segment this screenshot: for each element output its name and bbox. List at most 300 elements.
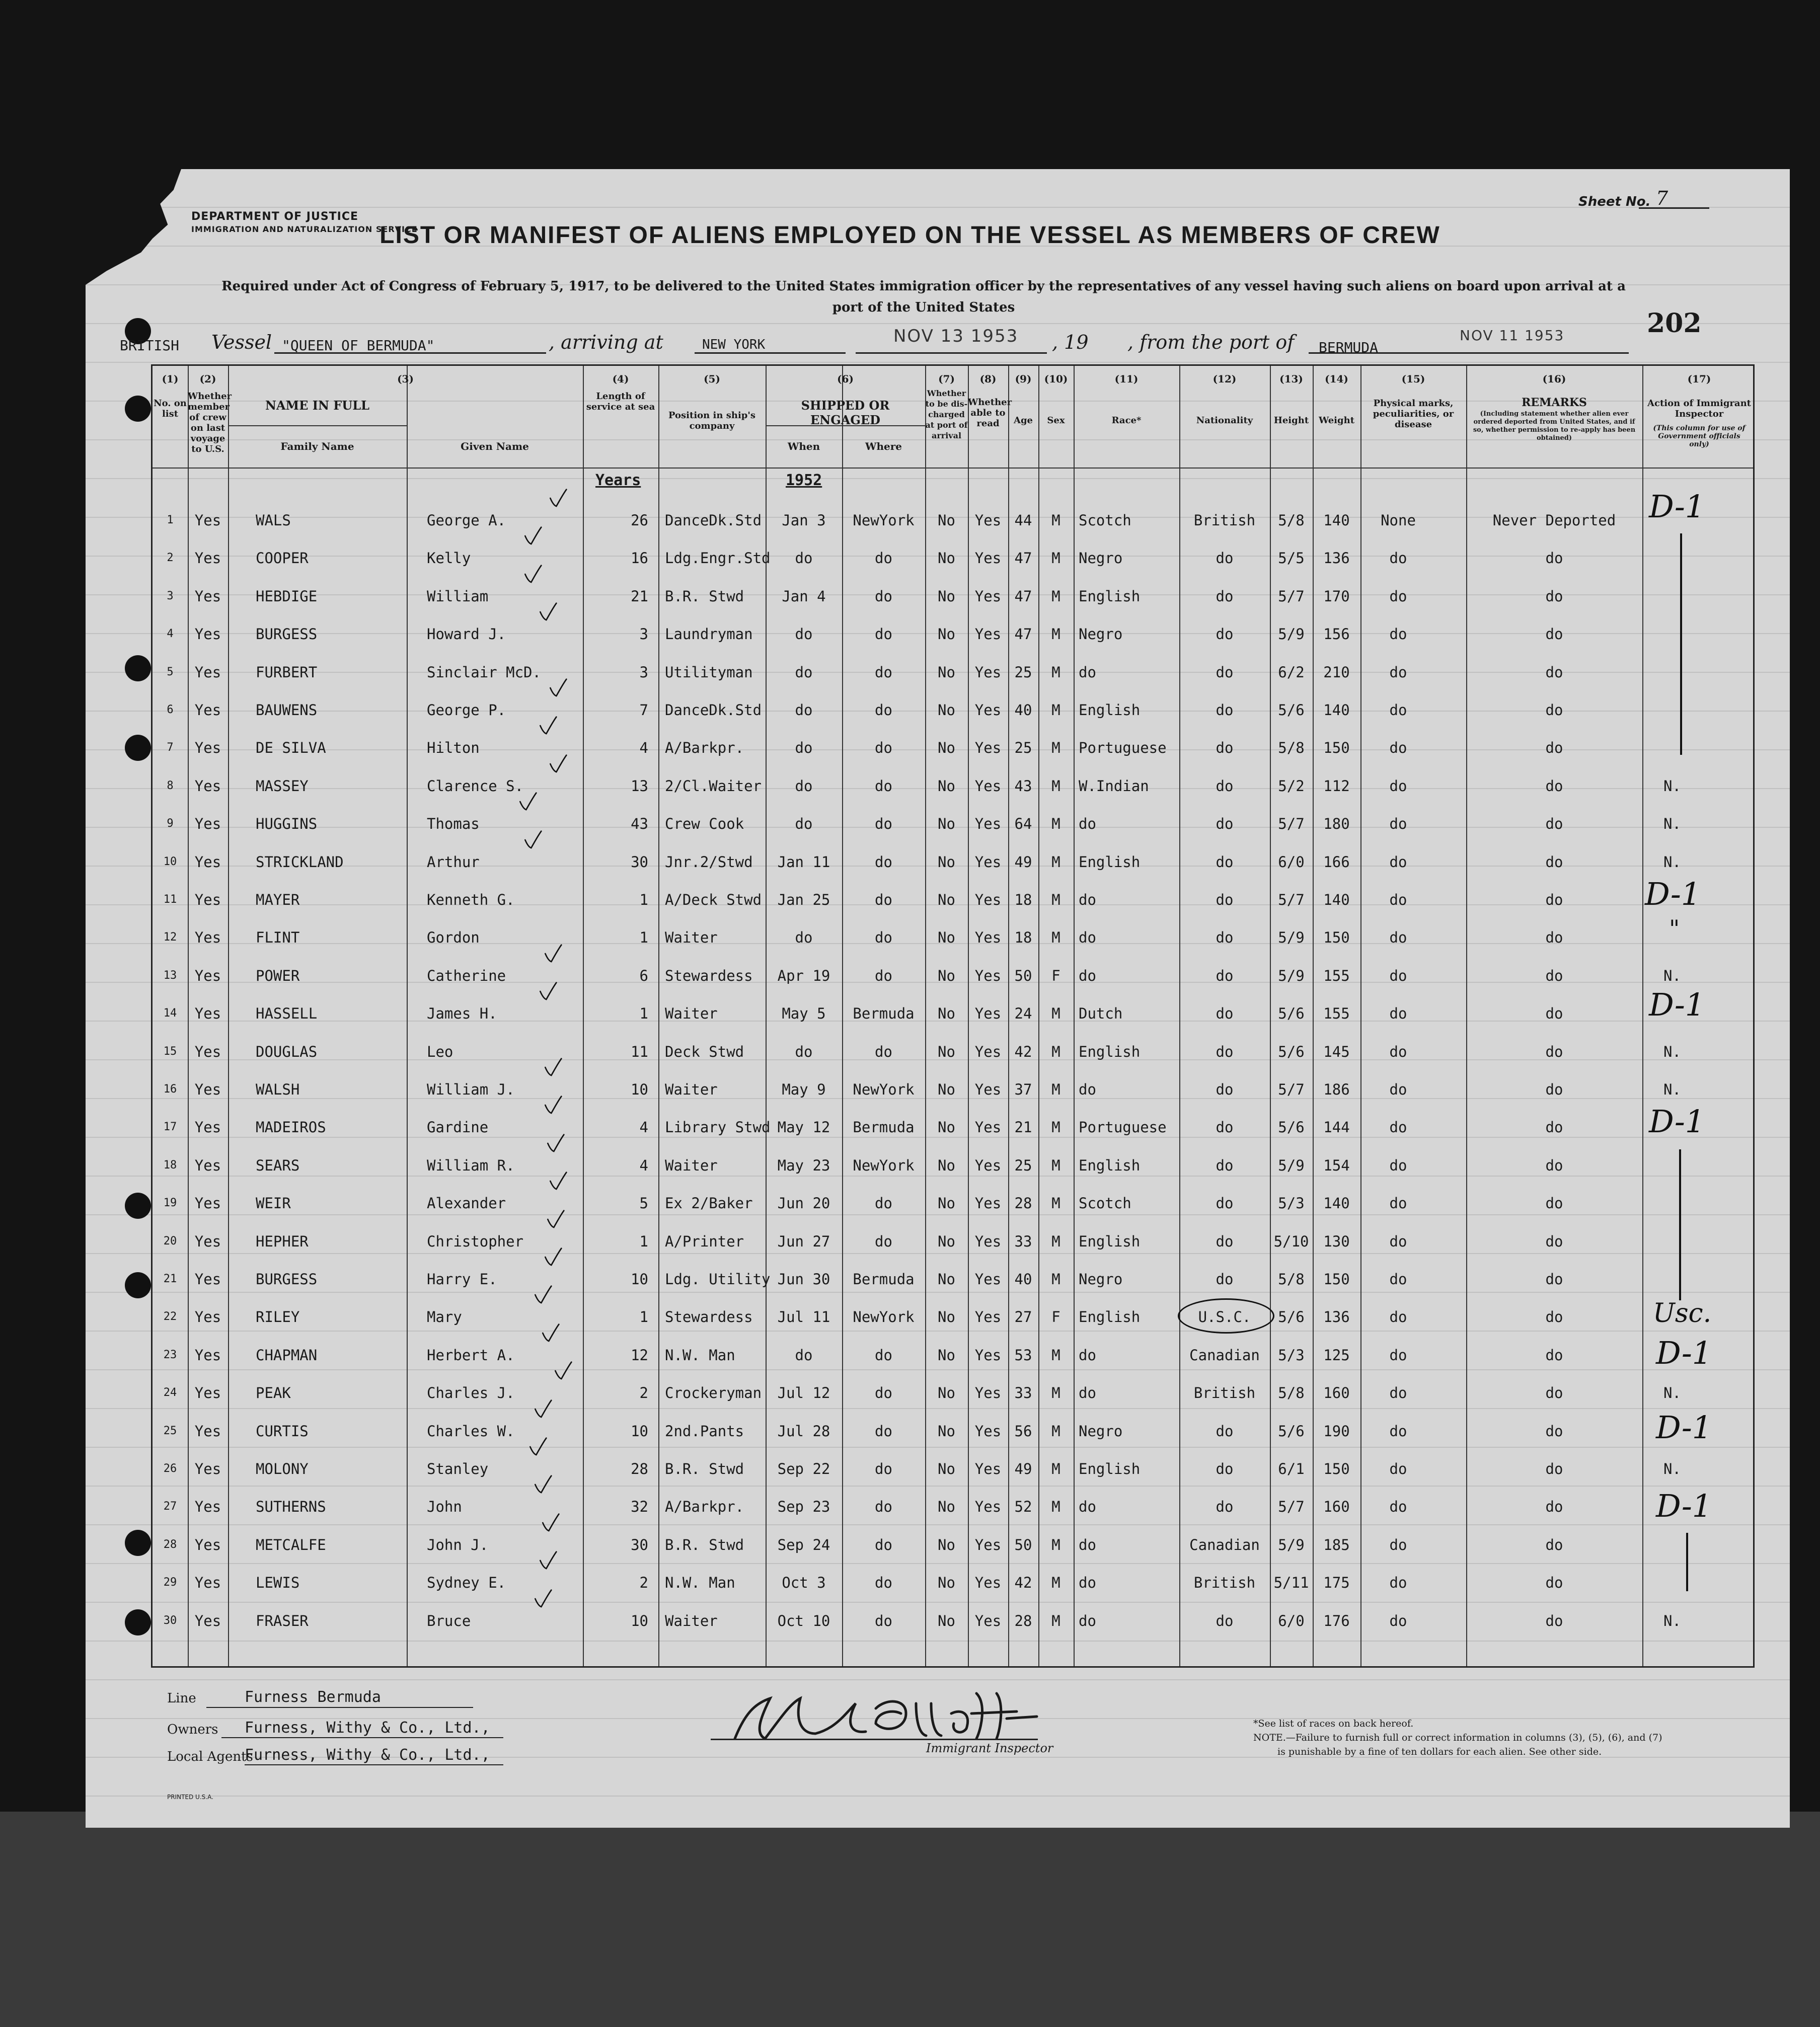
cell-discharged: No xyxy=(938,550,955,567)
cell-height: 6/2 xyxy=(1278,663,1305,681)
cell-position: Utilityman xyxy=(665,663,753,681)
cell-service: 2 xyxy=(639,1384,648,1402)
check-mark-icon xyxy=(539,1095,567,1115)
cell-age: 42 xyxy=(1014,1043,1032,1060)
col-num-10: (10) xyxy=(1044,373,1068,385)
arrival-date-underline xyxy=(856,352,1047,354)
cell-no: 1 xyxy=(167,514,174,526)
cell-no: 11 xyxy=(163,893,177,906)
check-mark-icon xyxy=(534,602,562,622)
cell-where: do xyxy=(875,663,892,681)
line-label: Line xyxy=(167,1691,196,1706)
cell-race: English xyxy=(1079,1460,1141,1477)
cell-remarks: do xyxy=(1545,777,1563,795)
cell-where: do xyxy=(875,626,892,643)
cell-given: James H. xyxy=(427,1005,497,1023)
cell-family: HUGGINS xyxy=(256,815,318,833)
penalty-note-2: is punishable by a fine of ten dollars for each alien. See other side. xyxy=(1277,1746,1602,1757)
col-num-6: (6) xyxy=(837,373,854,385)
cell-position: Library Stwd xyxy=(665,1119,771,1136)
cell-service: 2 xyxy=(639,1574,648,1592)
sheet-number-underline xyxy=(1639,207,1709,209)
cell-crew: Yes xyxy=(194,891,221,908)
from-port-underline xyxy=(1309,352,1629,354)
cell-read: Yes xyxy=(974,1195,1002,1212)
cell-when: do xyxy=(795,929,813,947)
cell-no: 9 xyxy=(167,817,174,830)
cell-height: 5/3 xyxy=(1278,1346,1305,1364)
cell-position: B.R. Stwd xyxy=(665,1460,744,1477)
cell-remarks: do xyxy=(1545,815,1563,833)
cell-discharged: No xyxy=(938,1346,955,1364)
annotation-ditto: " xyxy=(1669,915,1680,942)
from-port-label: , from the port of xyxy=(1127,331,1295,353)
cell-family: LEWIS xyxy=(256,1574,300,1592)
punch-hole xyxy=(125,396,151,422)
cell-nationality: do xyxy=(1216,587,1234,605)
cell-family: BAUWENS xyxy=(256,701,318,719)
cell-where: do xyxy=(875,891,892,908)
cell-discharged: No xyxy=(938,1384,955,1402)
cell-marks: do xyxy=(1389,891,1407,908)
cell-given: Charles W. xyxy=(427,1422,515,1440)
cell-position: Stewardess xyxy=(665,1308,753,1326)
check-mark-icon xyxy=(534,1550,562,1571)
cell-nationality: do xyxy=(1216,550,1234,567)
cell-service: 1 xyxy=(639,1308,648,1326)
cell-height: 5/6 xyxy=(1278,1422,1305,1440)
cell-given: Howard J. xyxy=(427,626,506,643)
cell-race: W.Indian xyxy=(1079,777,1149,795)
cell-position: DanceDk.Std xyxy=(665,701,762,719)
cell-height: 5/6 xyxy=(1278,701,1305,719)
cell-family: CURTIS xyxy=(256,1422,309,1440)
check-mark-icon xyxy=(539,1247,567,1267)
col-num-2: (2) xyxy=(199,373,216,385)
line-underline xyxy=(206,1707,473,1708)
col-head-sex: Sex xyxy=(1047,415,1065,426)
cell-age: 47 xyxy=(1014,550,1032,567)
cell-service: 26 xyxy=(631,512,648,529)
cell-no: 30 xyxy=(163,1614,177,1627)
col-num-11: (11) xyxy=(1114,373,1139,385)
cell-crew: Yes xyxy=(194,1498,221,1516)
cell-family: SUTHERNS xyxy=(256,1498,326,1516)
cell-marks: do xyxy=(1389,853,1407,871)
cell-remarks: do xyxy=(1545,1271,1563,1288)
cell-when: Oct 3 xyxy=(782,1574,826,1592)
cell-discharged: No xyxy=(938,1271,955,1288)
cell-nationality: do xyxy=(1216,1043,1234,1060)
cell-read: Yes xyxy=(974,550,1002,567)
cell-race: English xyxy=(1079,1043,1141,1060)
cell-marks: do xyxy=(1389,1346,1407,1364)
cell-read: Yes xyxy=(974,1460,1002,1477)
punch-hole xyxy=(125,1609,151,1635)
cell-given: Kelly xyxy=(427,550,471,567)
annotation-d1: D-1 xyxy=(1645,876,1701,912)
col-head-read: Whether able to read xyxy=(968,397,1012,429)
cell-given: Alexander xyxy=(427,1195,506,1212)
cell-service: 43 xyxy=(631,815,648,833)
cell-where: do xyxy=(875,701,892,719)
cell-position: 2/Cl.Waiter xyxy=(665,777,762,795)
cell-given: Hilton xyxy=(427,739,480,757)
cell-no: 7 xyxy=(167,741,174,754)
col-head-given-name: Given Name xyxy=(461,440,529,452)
cell-weight: 136 xyxy=(1323,550,1350,567)
cell-read: Yes xyxy=(974,1422,1002,1440)
cell-race: do xyxy=(1079,1574,1096,1592)
cell-when: Jul 28 xyxy=(777,1422,830,1440)
cell-sex: M xyxy=(1051,1422,1060,1440)
cell-age: 25 xyxy=(1014,739,1032,757)
cell-when: Oct 10 xyxy=(777,1612,830,1629)
cell-crew: Yes xyxy=(194,1460,221,1477)
cell-height: 5/9 xyxy=(1278,1536,1305,1553)
cell-given: Mary xyxy=(427,1308,462,1326)
printer-mark: PRINTED U.S.A. xyxy=(167,1794,213,1801)
cell-position: Ldg. Utility xyxy=(665,1271,771,1288)
col-num-1: (1) xyxy=(162,373,179,385)
col-num-12: (12) xyxy=(1212,373,1237,385)
cell-family: COOPER xyxy=(256,550,309,567)
cell-read: Yes xyxy=(974,1043,1002,1060)
cell-when: Jan 3 xyxy=(782,512,826,529)
cell-read: Yes xyxy=(974,512,1002,529)
cell-crew: Yes xyxy=(194,626,221,643)
cell-race: do xyxy=(1079,891,1096,908)
cell-sex: M xyxy=(1051,550,1060,567)
cell-read: Yes xyxy=(974,1232,1002,1250)
cell-service: 4 xyxy=(639,739,648,757)
cell-height: 6/1 xyxy=(1278,1460,1305,1477)
check-mark-icon xyxy=(544,1171,572,1191)
cell-nationality: British xyxy=(1193,1574,1256,1592)
cell-crew: Yes xyxy=(194,1081,221,1098)
owners-underline xyxy=(221,1737,503,1738)
arrival-date-stamp: NOV 13 1953 xyxy=(893,326,1019,346)
cell-where: do xyxy=(875,1043,892,1060)
cell-where: NewYork xyxy=(853,1308,915,1326)
cell-marks: do xyxy=(1389,1005,1407,1023)
cell-when: do xyxy=(795,1346,813,1364)
annotation-d1: D-1 xyxy=(1649,488,1705,525)
cell-no: 2 xyxy=(167,552,174,565)
cell-height: 5/11 xyxy=(1273,1574,1309,1592)
page-number: 202 xyxy=(1647,308,1702,339)
cell-nationality: do xyxy=(1216,701,1234,719)
cell-race: English xyxy=(1079,587,1141,605)
cell-where: NewYork xyxy=(853,1156,915,1174)
cell-discharged: No xyxy=(938,967,955,984)
cell-discharged: No xyxy=(938,1460,955,1477)
cell-when: May 12 xyxy=(777,1119,830,1136)
cell-marks: do xyxy=(1389,815,1407,833)
line-value: Furness Bermuda xyxy=(245,1688,381,1706)
cell-position: Waiter xyxy=(665,1156,718,1174)
cell-nationality: do xyxy=(1216,1498,1234,1516)
cell-height: 5/6 xyxy=(1278,1308,1305,1326)
cell-crew: Yes xyxy=(194,1119,221,1136)
cell-age: 33 xyxy=(1014,1232,1032,1250)
cell-remarks: do xyxy=(1545,1384,1563,1402)
cell-sex: M xyxy=(1051,701,1060,719)
cell-service: 13 xyxy=(631,777,648,795)
cell-nationality: do xyxy=(1216,1271,1234,1288)
col-num-3: (3) xyxy=(397,373,414,385)
cell-nationality: do xyxy=(1216,1195,1234,1212)
cell-service: 28 xyxy=(631,1460,648,1477)
cell-sex: M xyxy=(1051,1460,1060,1477)
cell-family: POWER xyxy=(256,967,300,984)
cell-where: do xyxy=(875,1612,892,1629)
cell-nationality: do xyxy=(1216,1005,1234,1023)
cell-family: MADEIROS xyxy=(256,1119,326,1136)
cell-position: Waiter xyxy=(665,1081,718,1098)
cell-sex: M xyxy=(1051,1081,1060,1098)
cell-service: 1 xyxy=(639,1232,648,1250)
cell-discharged: No xyxy=(938,663,955,681)
cell-when: Jul 12 xyxy=(777,1384,830,1402)
annotation-d1: D-1 xyxy=(1649,986,1705,1023)
check-mark-icon xyxy=(544,754,572,774)
cell-position: A/Barkpr. xyxy=(665,1498,744,1516)
cell-discharged: No xyxy=(938,891,955,908)
cell-crew: Yes xyxy=(194,777,221,795)
cell-weight: 155 xyxy=(1323,967,1350,984)
cell-service: 10 xyxy=(631,1081,648,1098)
cell-crew: Yes xyxy=(194,1271,221,1288)
check-mark-icon xyxy=(539,1057,567,1077)
cell-marks: do xyxy=(1389,701,1407,719)
cell-marks: do xyxy=(1389,1612,1407,1629)
cell-where: do xyxy=(875,1384,892,1402)
cell-when: do xyxy=(795,777,813,795)
cell-discharged: No xyxy=(938,1536,955,1553)
cell-sex: M xyxy=(1051,1156,1060,1174)
col-num-5: (5) xyxy=(704,373,720,385)
cell-action: N. xyxy=(1663,777,1681,795)
cell-crew: Yes xyxy=(194,1536,221,1553)
check-mark-icon xyxy=(541,1133,569,1153)
cell-service: 4 xyxy=(639,1156,648,1174)
document-title: LIST OR MANIFEST OF ALIENS EMPLOYED ON THE VESSEL AS MEMBERS OF CREW xyxy=(380,222,1440,249)
cell-weight: 140 xyxy=(1323,512,1350,529)
cell-race: English xyxy=(1079,701,1141,719)
cell-no: 26 xyxy=(163,1462,177,1475)
arriving-label: , arriving at xyxy=(549,331,663,353)
cell-when: Jan 4 xyxy=(782,587,826,605)
col-num-14: (14) xyxy=(1325,373,1348,385)
cell-family: WALS xyxy=(256,512,291,529)
cell-crew: Yes xyxy=(194,587,221,605)
cell-race: Negro xyxy=(1079,550,1123,567)
cell-sex: M xyxy=(1051,1498,1060,1516)
cell-race: do xyxy=(1079,1498,1096,1516)
cell-crew: Yes xyxy=(194,1308,221,1326)
cell-when: do xyxy=(795,739,813,757)
col-head-remarks: REMARKS xyxy=(1522,396,1587,409)
cell-sex: M xyxy=(1051,1195,1060,1212)
cell-remarks: do xyxy=(1545,1119,1563,1136)
cell-marks: do xyxy=(1389,1043,1407,1060)
check-mark-icon xyxy=(528,1589,557,1609)
cell-sex: F xyxy=(1051,1308,1060,1326)
crew-manifest-table xyxy=(151,364,1755,1668)
cell-position: B.R. Stwd xyxy=(665,587,744,605)
cell-read: Yes xyxy=(974,1346,1002,1364)
years-label: Years xyxy=(595,472,641,489)
cell-remarks: do xyxy=(1545,1422,1563,1440)
cell-where: do xyxy=(875,1346,892,1364)
cell-weight: 156 xyxy=(1323,626,1350,643)
cell-age: 18 xyxy=(1014,929,1032,947)
cell-given: Harry E. xyxy=(427,1271,497,1288)
cell-discharged: No xyxy=(938,1574,955,1592)
cell-height: 5/9 xyxy=(1278,626,1305,643)
cell-position: N.W. Man xyxy=(665,1346,735,1364)
owners-label: Owners xyxy=(167,1722,218,1737)
cell-crew: Yes xyxy=(194,739,221,757)
cell-marks: do xyxy=(1389,1574,1407,1592)
cell-family: BURGESS xyxy=(256,626,318,643)
cell-given: William R. xyxy=(427,1156,515,1174)
penalty-note-1: NOTE.—Failure to furnish full or correct information in columns (3), (5), (6), and (7) xyxy=(1253,1732,1662,1743)
document-subtitle: Required under Act of Congress of February 5, 1917, to be delivered to the United States immigration officer by the representatives of any vessel having such aliens on board upon arrival at a port of the United States xyxy=(221,279,1626,315)
cell-remarks: do xyxy=(1545,1156,1563,1174)
cell-position: Crockeryman xyxy=(665,1384,762,1402)
cell-race: do xyxy=(1079,1384,1096,1402)
service-line: IMMIGRATION AND NATURALIZATION SERVICE xyxy=(191,224,418,234)
cell-age: 28 xyxy=(1014,1195,1032,1212)
check-mark-icon xyxy=(528,1285,557,1305)
col-num-4: (4) xyxy=(612,373,629,385)
cell-read: Yes xyxy=(974,929,1002,947)
cell-height: 5/10 xyxy=(1273,1232,1309,1250)
cell-no: 5 xyxy=(167,665,174,678)
cell-given: Stanley xyxy=(427,1460,489,1477)
col-num-8: (8) xyxy=(979,373,997,385)
cell-read: Yes xyxy=(974,853,1002,871)
cell-discharged: No xyxy=(938,1422,955,1440)
cell-marks: None xyxy=(1381,512,1416,529)
cell-weight: 140 xyxy=(1323,1195,1350,1212)
cell-family: DE SILVA xyxy=(256,739,326,757)
cell-position: B.R. Stwd xyxy=(665,1536,744,1553)
cell-nationality: Canadian xyxy=(1189,1346,1260,1364)
inspector-signature-line xyxy=(711,1739,1038,1740)
cell-sex: M xyxy=(1051,929,1060,947)
cell-given: John xyxy=(427,1498,462,1516)
cell-given: Leo xyxy=(427,1043,453,1060)
cell-remarks: do xyxy=(1545,663,1563,681)
cell-sex: M xyxy=(1051,815,1060,833)
cell-sex: M xyxy=(1051,739,1060,757)
cell-discharged: No xyxy=(938,1308,955,1326)
check-mark-icon xyxy=(528,1474,557,1495)
cell-no: 14 xyxy=(163,1007,177,1020)
cell-family: FLINT xyxy=(256,929,300,947)
cell-position: Laundryman xyxy=(665,626,753,643)
cell-marks: do xyxy=(1389,1422,1407,1440)
cell-position: N.W. Man xyxy=(665,1574,735,1592)
cell-service: 7 xyxy=(639,701,648,719)
cell-when: do xyxy=(795,550,813,567)
cell-marks: do xyxy=(1389,1308,1407,1326)
cell-when: May 5 xyxy=(782,1005,826,1023)
cell-crew: Yes xyxy=(194,853,221,871)
cell-height: 5/6 xyxy=(1278,1005,1305,1023)
col-head-name: NAME IN FULL xyxy=(265,398,369,413)
cell-where: do xyxy=(875,587,892,605)
cell-race: Negro xyxy=(1079,1422,1123,1440)
col-head-marks: Physical marks, peculiarities, or disease xyxy=(1373,398,1454,430)
cell-crew: Yes xyxy=(194,1005,221,1023)
cell-read: Yes xyxy=(974,777,1002,795)
cell-remarks: do xyxy=(1545,626,1563,643)
annotation-d1: D-1 xyxy=(1656,1488,1712,1524)
cell-where: NewYork xyxy=(853,1081,915,1098)
cell-age: 53 xyxy=(1014,1346,1032,1364)
cell-position: A/Printer xyxy=(665,1232,744,1250)
cell-position: 2nd.Pants xyxy=(665,1422,744,1440)
cell-age: 37 xyxy=(1014,1081,1032,1098)
cell-age: 47 xyxy=(1014,626,1032,643)
check-mark-icon xyxy=(534,716,562,736)
background-scan-bottom xyxy=(0,1812,1820,2027)
col-head-no: No. on list xyxy=(154,398,187,419)
cell-family: WEIR xyxy=(256,1195,291,1212)
cell-height: 5/9 xyxy=(1278,1156,1305,1174)
annotation-bracket-line xyxy=(1686,1533,1688,1591)
cell-remarks: do xyxy=(1545,739,1563,757)
cell-no: 27 xyxy=(163,1500,177,1513)
cell-where: do xyxy=(875,777,892,795)
cell-weight: 150 xyxy=(1323,1271,1350,1288)
check-mark-icon xyxy=(518,564,547,584)
col-head-height: Height xyxy=(1273,415,1309,426)
cell-height: 5/8 xyxy=(1278,512,1305,529)
cell-no: 16 xyxy=(163,1083,177,1096)
check-mark-icon xyxy=(541,1209,569,1229)
cell-age: 33 xyxy=(1014,1384,1032,1402)
cell-action: N. xyxy=(1663,967,1681,984)
annotation-bracket-line xyxy=(1680,533,1682,755)
cell-where: do xyxy=(875,929,892,947)
cell-where: do xyxy=(875,1422,892,1440)
cell-where: do xyxy=(875,1574,892,1592)
cell-given: George P. xyxy=(427,701,506,719)
col-head-race: Race* xyxy=(1111,415,1142,426)
cell-where: do xyxy=(875,1460,892,1477)
cell-age: 24 xyxy=(1014,1005,1032,1023)
col-head-action: Action of Immigrant Inspector xyxy=(1647,398,1751,419)
cell-race: do xyxy=(1079,1081,1096,1098)
cell-read: Yes xyxy=(974,1536,1002,1553)
cell-weight: 150 xyxy=(1323,739,1350,757)
check-mark-icon xyxy=(544,678,572,698)
cell-crew: Yes xyxy=(194,701,221,719)
cell-when: do xyxy=(795,663,813,681)
nationality-circle-mark xyxy=(1178,1298,1274,1334)
cell-position: DanceDk.Std xyxy=(665,512,762,529)
cell-action: N. xyxy=(1663,1612,1681,1629)
cell-no: 20 xyxy=(163,1234,177,1248)
cell-when: Jun 20 xyxy=(777,1195,830,1212)
cell-age: 56 xyxy=(1014,1422,1032,1440)
cell-sex: M xyxy=(1051,1346,1060,1364)
